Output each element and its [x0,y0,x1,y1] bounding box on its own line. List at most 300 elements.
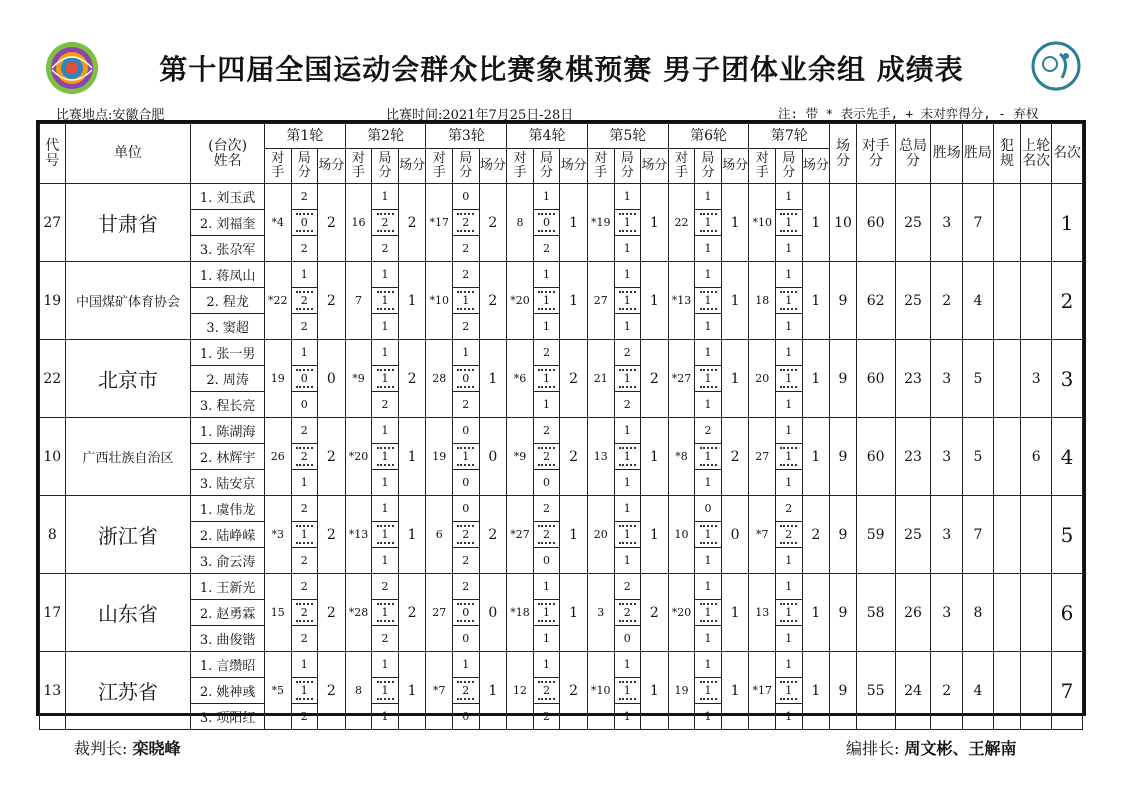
board-score-cell [695,314,722,340]
board-score-cell [614,392,641,418]
board-score: 1 [700,603,717,622]
board-score: 1 [619,369,636,388]
round-opponent: 10 [668,496,695,574]
board-score: 2 [538,681,555,700]
board-score: 1 [377,681,394,700]
round-match-points: 1 [479,652,507,730]
board-score-cell [372,652,399,678]
round-match-points: 2 [318,496,346,574]
board-score: 2 [538,447,555,466]
previous-rank [1021,496,1052,574]
board-score: 1 [623,658,631,671]
board-score-cell [695,470,722,496]
round-match-points: 2 [560,340,588,418]
board-score: 0 [462,632,470,645]
team-row [40,340,1083,366]
board-score-cell [776,470,803,496]
board-score-cell [533,678,560,704]
game-wins: 7 [963,184,994,262]
board-score-cell [614,340,641,366]
board-score: 2 [543,242,551,255]
board-score: 1 [785,632,793,645]
board-score-cell [776,418,803,444]
board-score: 1 [623,424,631,437]
board-score: 0 [462,476,470,489]
board-score-cell [291,210,318,236]
board-score: 1 [785,346,793,359]
board-score-cell [453,574,480,600]
total-match-points: 9 [830,496,857,574]
board-score: 1 [377,525,394,544]
board-score-cell [614,522,641,548]
final-rank: 4 [1052,418,1083,496]
round-match-points: 2 [318,574,346,652]
arranger-label: 编排长: [846,739,900,758]
board-score-cell [372,470,399,496]
board-score: 1 [623,268,631,281]
round-match-points: 1 [802,418,830,496]
dates-text: 比赛时间:2021年7月25日-28日 [386,108,574,123]
board-score: 1 [381,268,389,281]
round-opponent: *18 [507,574,534,652]
round-match-points: 1 [641,652,669,730]
board-score-cell [291,418,318,444]
player-name: 2. 周涛 [191,366,265,392]
opponent-score: 60 [856,340,895,418]
board-score: 0 [296,213,313,232]
round-opponent: *9 [507,418,534,496]
previous-rank: 3 [1021,340,1052,418]
fouls [993,418,1021,496]
board-score-cell [695,574,722,600]
board-score-cell [695,288,722,314]
team-unit: 江苏省 [65,652,191,730]
board-score: 1 [538,291,555,310]
round-games-header: 局分 [614,149,641,184]
board-score-cell [695,262,722,288]
board-score: 0 [623,632,631,645]
player-name: 2. 陆峥嵘 [191,522,265,548]
results-table [39,123,1083,730]
round-match-points: 2 [479,496,507,574]
board-score-cell [291,496,318,522]
opponent-score: 58 [856,574,895,652]
col-fouls: 犯规 [993,124,1021,184]
round-opp-header: 对手 [426,149,453,184]
round-match-points: 1 [721,340,749,418]
player-name: 1. 张一男 [191,340,265,366]
board-score-cell [533,262,560,288]
board-score: 2 [296,447,313,466]
board-score: 2 [623,398,631,411]
player-name: 3. 程长亮 [191,392,265,418]
board-score-cell [291,314,318,340]
board-score-cell [695,210,722,236]
board-score-cell [614,314,641,340]
board-score-cell [776,184,803,210]
round-match-points: 2 [318,262,346,340]
board-score-cell [776,522,803,548]
fouls [993,184,1021,262]
col-wins: 胜场 [931,124,963,184]
board-score-cell [614,470,641,496]
board-score: 1 [543,268,551,281]
board-score-cell [695,418,722,444]
round-match-points: 2 [560,418,588,496]
board-score-cell [291,184,318,210]
board-score: 1 [457,447,474,466]
board-score: 1 [619,213,636,232]
board-score-cell [453,626,480,652]
match-wins: 3 [931,574,963,652]
round-opponent: 26 [264,418,291,496]
board-score-cell [776,652,803,678]
player-name: 2. 刘福奎 [191,210,265,236]
board-score-cell [614,574,641,600]
board-score-cell [776,496,803,522]
board-score-cell [291,392,318,418]
board-score: 2 [300,632,308,645]
board-score-cell [453,210,480,236]
board-score: 2 [300,710,308,723]
round-match-points: 2 [398,184,426,262]
board-score-cell [614,600,641,626]
round-opponent: *9 [345,340,372,418]
board-score-cell [776,262,803,288]
total-game-points: 25 [895,184,931,262]
board-score: 1 [700,447,717,466]
round-opponent: *19 [587,184,614,262]
board-score-cell [533,444,560,470]
round-header: 第4轮 [507,124,588,149]
board-score-cell [695,340,722,366]
board-score-cell [533,210,560,236]
match-wins: 2 [931,652,963,730]
round-header: 第7轮 [749,124,830,149]
round-opponent: 27 [749,418,776,496]
board-score-cell [695,626,722,652]
board-score: 2 [381,398,389,411]
total-game-points: 26 [895,574,931,652]
board-score: 0 [462,190,470,203]
round-match-points: 1 [721,184,749,262]
round-opponent: *22 [264,262,291,340]
board-score: 1 [704,632,712,645]
board-score: 1 [543,190,551,203]
board-score: 1 [785,554,793,567]
board-score-cell [533,184,560,210]
round-opponent: *20 [507,262,534,340]
round-opp-header: 对手 [668,149,695,184]
board-score-cell [372,314,399,340]
board-score: 2 [300,580,308,593]
board-score-cell [614,444,641,470]
round-opponent: 19 [426,418,453,496]
round-opp-header: 对手 [749,149,776,184]
board-score-cell [453,470,480,496]
round-match-header: 场分 [560,149,588,184]
round-opp-header: 对手 [507,149,534,184]
board-score-cell [533,314,560,340]
board-score: 1 [381,476,389,489]
fouls [993,496,1021,574]
total-match-points: 9 [830,418,857,496]
round-opponent: 22 [668,184,695,262]
col-player [191,124,265,184]
board-score-cell [291,626,318,652]
board-score-cell [453,288,480,314]
board-score: 2 [538,525,555,544]
round-match-header: 场分 [398,149,426,184]
board-score: 2 [300,424,308,437]
team-code: 27 [40,184,66,262]
board-score: 1 [462,658,470,671]
round-match-header: 场分 [802,149,830,184]
board-score: 1 [619,447,636,466]
board-score: 1 [704,242,712,255]
board-score: 1 [780,291,797,310]
board-score: 2 [623,580,631,593]
round-match-header: 场分 [479,149,507,184]
board-score-cell [453,262,480,288]
player-name: 1. 王新光 [191,574,265,600]
board-score: 1 [300,476,308,489]
board-score-cell [695,392,722,418]
round-match-points: 2 [398,340,426,418]
round-match-points: 1 [398,652,426,730]
player-name: 2. 姚神彧 [191,678,265,704]
board-score-cell [776,210,803,236]
referee-name: 栾晓峰 [132,739,181,758]
board-score: 1 [543,580,551,593]
round-opponent: 6 [426,496,453,574]
team-code: 13 [40,652,66,730]
board-score-cell [614,418,641,444]
board-score: 1 [543,398,551,411]
page-title: 第十四届全国运动会群众比赛象棋预赛 男子团体业余组 成绩表 [159,53,964,86]
board-score-cell [291,366,318,392]
round-opponent: *3 [264,496,291,574]
board-score: 1 [623,502,631,515]
round-opponent: *10 [587,652,614,730]
board-score-cell [533,236,560,262]
board-score-cell [453,236,480,262]
board-score-cell [372,496,399,522]
board-score-cell [695,444,722,470]
board-score: 1 [619,525,636,544]
col-unit: 单位 [65,124,191,184]
board-score-cell [695,522,722,548]
player-name: 2. 林辉宇 [191,444,265,470]
board-score: 1 [377,369,394,388]
team-row [40,262,1083,288]
board-score: 0 [457,603,474,622]
round-games-header: 局分 [695,149,722,184]
player-name: 1. 言缵昭 [191,652,265,678]
board-score-cell [291,522,318,548]
board-score: 1 [700,525,717,544]
board-score: 1 [785,476,793,489]
col-win-games: 胜局 [963,124,994,184]
board-score: 2 [457,213,474,232]
board-score-cell [614,678,641,704]
round-match-points: 0 [721,496,749,574]
board-score-cell [372,574,399,600]
player-name: 1. 虞伟龙 [191,496,265,522]
game-wins: 4 [963,652,994,730]
round-match-points: 2 [641,340,669,418]
board-score-cell [776,314,803,340]
board-score: 1 [700,369,717,388]
team-unit: 中国煤矿体育协会 [65,262,191,340]
board-score: 1 [623,710,631,723]
player-name: 2. 程龙 [191,288,265,314]
col-total-games: 总局分 [895,124,931,184]
board-score: 2 [785,502,793,515]
board-score-cell [614,626,641,652]
board-score: 1 [543,320,551,333]
round-opponent: *13 [345,496,372,574]
board-score: 1 [785,320,793,333]
board-score-cell [453,704,480,730]
board-score: 2 [462,242,470,255]
board-score-cell [614,548,641,574]
board-score-cell [291,340,318,366]
round-games-header: 局分 [453,149,480,184]
board-score-cell [291,262,318,288]
round-match-points: 1 [721,262,749,340]
round-match-points: 1 [721,652,749,730]
board-score: 2 [462,320,470,333]
player-name: 2. 赵勇霖 [191,600,265,626]
team-unit: 浙江省 [65,496,191,574]
round-match-points: 2 [721,418,749,496]
board-score: 2 [381,632,389,645]
round-header: 第6轮 [668,124,749,149]
board-score: 1 [619,681,636,700]
team-code: 19 [40,262,66,340]
total-game-points: 24 [895,652,931,730]
board-score: 0 [543,476,551,489]
board-score: 0 [704,502,712,515]
opponent-score: 60 [856,184,895,262]
board-score: 1 [785,658,793,671]
round-opponent: 13 [749,574,776,652]
board-score-cell [695,678,722,704]
board-score: 1 [381,710,389,723]
referee-signature [74,736,181,759]
board-score-cell [533,288,560,314]
round-games-header: 局分 [372,149,399,184]
round-match-points: 1 [479,340,507,418]
col-rank: 名次 [1052,124,1083,184]
board-score-cell [695,496,722,522]
referee-label: 裁判长: [74,739,128,758]
board-score-cell [372,626,399,652]
round-match-points: 2 [641,574,669,652]
board-score-cell [372,340,399,366]
round-opponent: *20 [668,574,695,652]
board-score: 0 [462,502,470,515]
previous-rank [1021,574,1052,652]
fouls [993,652,1021,730]
board-score-cell [776,678,803,704]
round-match-points: 2 [398,574,426,652]
round-opponent: *6 [507,340,534,418]
board-score-cell [291,652,318,678]
board-score-cell [533,418,560,444]
board-score-cell [291,678,318,704]
round-opponent: 15 [264,574,291,652]
round-match-points: 2 [560,652,588,730]
total-match-points: 9 [830,574,857,652]
board-score-cell [453,522,480,548]
total-match-points: 9 [830,652,857,730]
player-name: 3. 俞云涛 [191,548,265,574]
board-score: 0 [543,554,551,567]
col-code: 代号 [40,124,66,184]
player-name: 1. 蒋凤山 [191,262,265,288]
col-opp-score: 对手分 [856,124,895,184]
final-rank: 5 [1052,496,1083,574]
round-opponent: *28 [345,574,372,652]
player-name: 3. 曲俊锴 [191,626,265,652]
board-score-cell [291,288,318,314]
round-match-points: 0 [479,418,507,496]
board-score: 1 [623,476,631,489]
board-score: 1 [785,190,793,203]
final-rank: 6 [1052,574,1083,652]
board-score: 1 [785,710,793,723]
board-score: 1 [704,580,712,593]
board-score-cell [453,548,480,574]
board-score: 1 [704,346,712,359]
opponent-score: 60 [856,418,895,496]
board-score-cell [453,184,480,210]
round-opponent: 7 [345,262,372,340]
total-game-points: 25 [895,262,931,340]
round-match-points: 1 [802,262,830,340]
round-opponent: 19 [668,652,695,730]
board-score: 1 [381,320,389,333]
total-game-points: 25 [895,496,931,574]
player-name: 3. 张尕军 [191,236,265,262]
board-score-cell [291,470,318,496]
team-row [40,418,1083,444]
round-match-points: 1 [802,652,830,730]
board-score-cell [291,444,318,470]
board-score: 2 [623,346,631,359]
board-score-cell [695,184,722,210]
board-score: 1 [462,346,470,359]
round-match-points: 1 [641,262,669,340]
board-score: 2 [300,190,308,203]
board-score: 1 [700,681,717,700]
board-score-cell [372,210,399,236]
round-opponent: 27 [587,262,614,340]
round-header: 第3轮 [426,124,507,149]
board-score: 1 [300,268,308,281]
board-score-cell [614,210,641,236]
board-score: 1 [700,291,717,310]
team-row [40,574,1083,600]
total-match-points: 10 [830,184,857,262]
board-score-cell [614,496,641,522]
board-score: 2 [543,710,551,723]
match-wins: 3 [931,184,963,262]
board-score: 1 [704,398,712,411]
board-score-cell [776,626,803,652]
